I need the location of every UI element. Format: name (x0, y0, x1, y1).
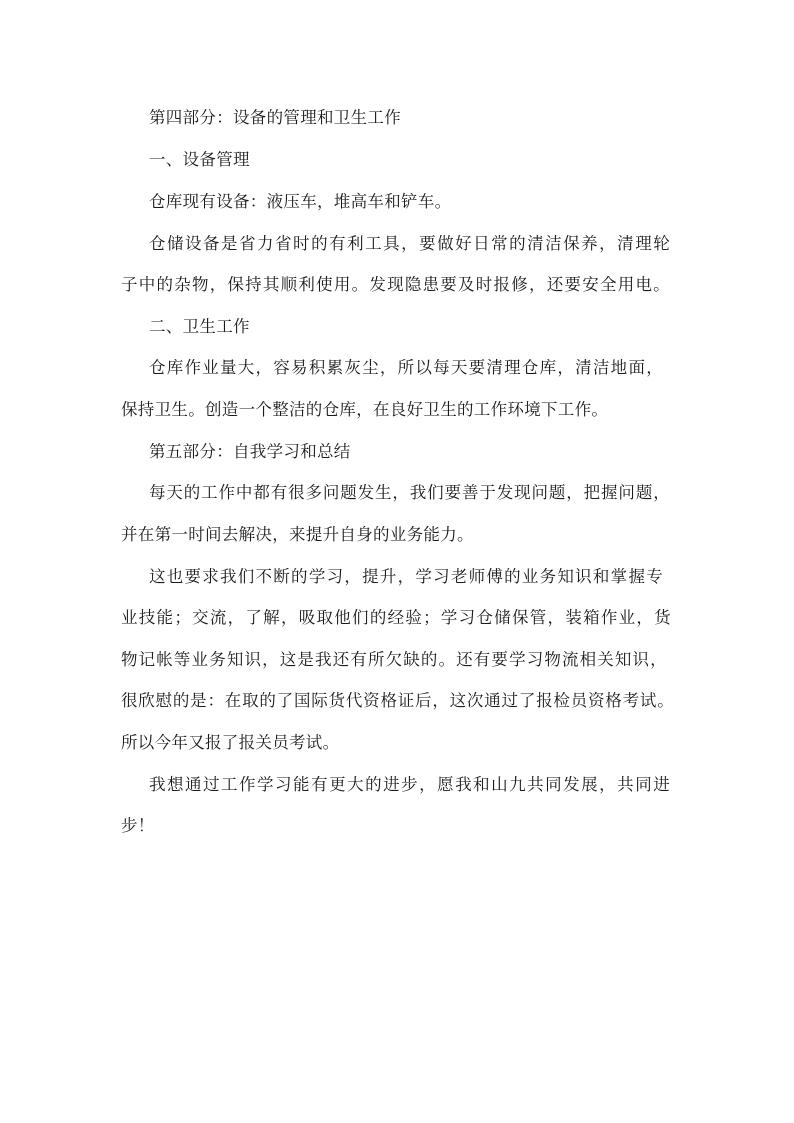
subheading-equipment-management: 一、设备管理 (149, 150, 250, 169)
section-heading-part-four: 第四部分：设备的管理和卫生工作 (149, 108, 401, 127)
paragraph-line: 仓储设备是省力省时的有利工具，要做好日常的清洁保养，清理轮 (149, 234, 670, 253)
paragraph-line: 这也要求我们不断的学习，提升，学习老师傅的业务知识和掌握专 (149, 567, 663, 586)
paragraph-line: 物记帐等业务知识，这是我还有所欠缺的。还有要学习物流相关知识， (121, 650, 667, 669)
paragraph-line: 所以今年又报了报关员考试。 (121, 733, 340, 752)
paragraph-line: 并在第一时间去解决，来提升自身的业务能力。 (121, 525, 474, 544)
paragraph-line: 很欣慰的是：在取的了国际货代资格证后，这次通过了报检员资格考试。 (121, 691, 674, 710)
paragraph-line: 业技能；交流，了解，吸取他们的经验；学习仓储保管，装箱作业，货 (121, 608, 671, 627)
paragraph-line: 仓库作业量大，容易积累灰尘，所以每天要清理仓库，清洁地面， (149, 358, 663, 377)
paragraph-line: 子中的杂物，保持其顺利使用。发现隐患要及时报修，还要安全用电。 (121, 275, 670, 294)
paragraph-line: 我想通过工作学习能有更大的进步，愿我和山九共同发展，共同进 (149, 775, 670, 794)
section-heading-part-five: 第五部分：自我学习和总结 (149, 442, 351, 461)
paragraph-line: 每天的工作中都有很多问题发生，我们要善于发现问题，把握问题， (149, 483, 670, 502)
paragraph-line: 步！ (121, 816, 155, 835)
paragraph-line: 保持卫生。创造一个整洁的仓库，在良好卫生的工作环境下工作。 (121, 400, 609, 419)
subheading-hygiene-work: 二、卫生工作 (149, 317, 250, 336)
paragraph-line: 仓库现有设备：液压车，堆高车和铲车。 (149, 192, 452, 211)
